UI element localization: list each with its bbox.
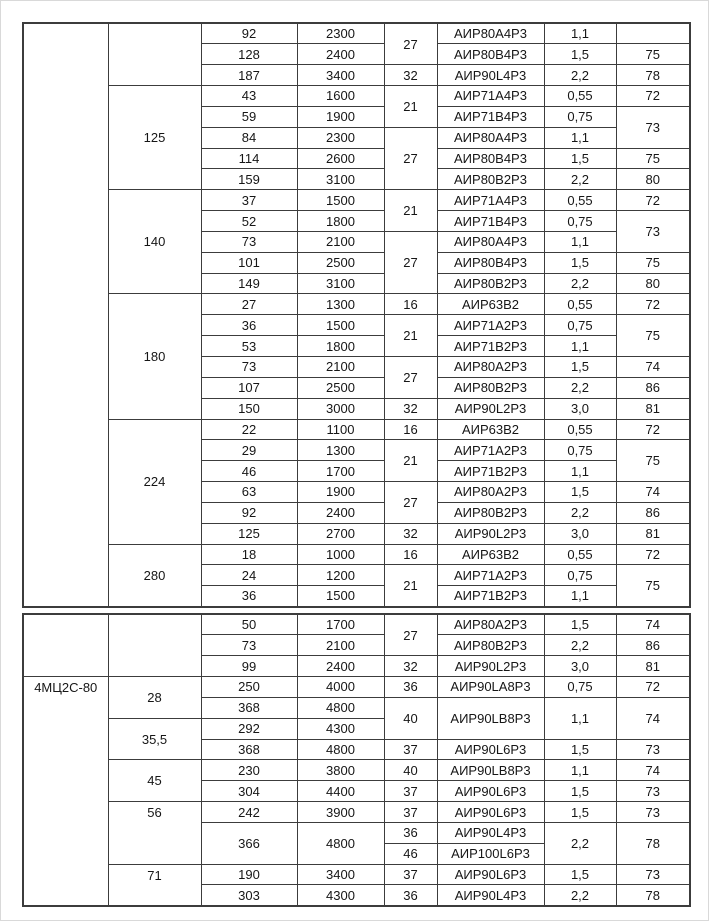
table-cell: 150 [201, 398, 297, 419]
table-cell: 21 [384, 315, 437, 357]
table-cell: 27 [384, 231, 437, 294]
table-cell: 73 [616, 802, 690, 823]
table-cell: 63 [201, 482, 297, 503]
table-cell: 1,5 [544, 781, 616, 802]
table-cell: 74 [616, 482, 690, 503]
table-cell: 1300 [297, 294, 384, 315]
table-cell: 36 [384, 677, 437, 698]
table-cell: 2400 [297, 656, 384, 677]
table-cell: 2,2 [544, 169, 616, 190]
table-cell: 2300 [297, 23, 384, 44]
table-cell: 1700 [297, 614, 384, 635]
table-cell: 1,5 [544, 482, 616, 503]
table-cell: 73 [616, 106, 690, 148]
table-cell: 72 [616, 294, 690, 315]
table-cell: АИР71В4Р3 [437, 106, 544, 127]
table-row [23, 614, 690, 635]
table-cell: 0,75 [544, 677, 616, 698]
table-cell: 75 [616, 565, 690, 607]
table-cell: 81 [616, 398, 690, 419]
table-cell: 0,75 [544, 565, 616, 586]
table-row [23, 190, 690, 211]
table-row [23, 294, 690, 315]
table-cell: 1500 [297, 315, 384, 336]
table-cell: 2,2 [544, 822, 616, 864]
table-cell: 16 [384, 419, 437, 440]
table-cell: 74 [616, 357, 690, 378]
table-cell: 75 [616, 252, 690, 273]
table-cell: 73 [616, 211, 690, 253]
table-cell: 1300 [297, 440, 384, 461]
table-cell: АИР80А2Р3 [437, 482, 544, 503]
table-cell: 3800 [297, 760, 384, 781]
table-cell: 2,2 [544, 502, 616, 523]
table-cell: 28 [108, 677, 201, 719]
ratings-table-top [22, 22, 691, 608]
table-cell: АИР71В4Р3 [437, 211, 544, 232]
table-cell: АИР71А2Р3 [437, 565, 544, 586]
table-cell: 36 [201, 586, 297, 607]
table-cell: 1900 [297, 482, 384, 503]
table-cell: 3100 [297, 273, 384, 294]
table-cell: 3,0 [544, 398, 616, 419]
table-cell: 4МЦ2С-80 [23, 677, 108, 906]
table-cell: АИР80В2Р3 [437, 273, 544, 294]
table-cell: 3400 [297, 864, 384, 885]
table-cell: 75 [616, 315, 690, 357]
table-cell: АИР71А2Р3 [437, 440, 544, 461]
table-cell: 101 [201, 252, 297, 273]
table-cell: 107 [201, 377, 297, 398]
table-cell: 78 [616, 822, 690, 864]
table-cell: 292 [201, 718, 297, 739]
table-cell: АИР80В2Р3 [437, 169, 544, 190]
table-cell: 3,0 [544, 523, 616, 544]
table-row [23, 760, 690, 781]
table-cell: АИР80В2Р3 [437, 502, 544, 523]
table-cell: 36 [384, 822, 437, 843]
table-cell: 1,5 [544, 44, 616, 65]
table-cell: 80 [616, 169, 690, 190]
table-cell: АИР63В2 [437, 544, 544, 565]
table-row [23, 86, 690, 107]
table-cell: 1500 [297, 190, 384, 211]
table-cell: 303 [201, 885, 297, 906]
table-cell: 27 [201, 294, 297, 315]
table-cell: 2400 [297, 44, 384, 65]
table-cell: 37 [384, 802, 437, 823]
table-cell: 37 [384, 864, 437, 885]
table-cell: 159 [201, 169, 297, 190]
table-cell: 75 [616, 148, 690, 169]
table-cell: 1100 [297, 419, 384, 440]
table-cell: 73 [201, 635, 297, 656]
table-cell: 37 [384, 739, 437, 760]
table-cell: 4800 [297, 822, 384, 864]
table-cell: 125 [108, 86, 201, 190]
table-cell: 46 [201, 461, 297, 482]
table-cell: 21 [384, 86, 437, 128]
table-cell: 1200 [297, 565, 384, 586]
table-cell: 73 [616, 781, 690, 802]
table-cell: 99 [201, 656, 297, 677]
table-cell: 43 [201, 86, 297, 107]
table-cell: 0,75 [544, 211, 616, 232]
table-cell: АИР90L6Р3 [437, 864, 544, 885]
table-cell: 40 [384, 760, 437, 781]
table-cell: 2,2 [544, 885, 616, 906]
table-cell: 368 [201, 739, 297, 760]
table-cell: АИР90L4Р3 [437, 885, 544, 906]
table-cell: 180 [108, 294, 201, 419]
table-cell: 1,5 [544, 357, 616, 378]
table-row [23, 677, 690, 698]
empty-cell [23, 23, 108, 607]
table-cell: АИР71А4Р3 [437, 86, 544, 107]
table-cell: 1,5 [544, 252, 616, 273]
table-cell: АИР80А4Р3 [437, 23, 544, 44]
table-cell: 72 [616, 86, 690, 107]
table-row [23, 419, 690, 440]
table-cell: 0,55 [544, 419, 616, 440]
table-cell: 1800 [297, 336, 384, 357]
table-cell: 2100 [297, 231, 384, 252]
table-cell: 2,2 [544, 635, 616, 656]
table-cell: 1,1 [544, 586, 616, 607]
table-cell: АИР80А2Р3 [437, 357, 544, 378]
table-cell: 32 [384, 656, 437, 677]
table-cell: 0,55 [544, 190, 616, 211]
table-cell: 92 [201, 502, 297, 523]
table-cell: 3400 [297, 65, 384, 86]
table-cell: 2100 [297, 635, 384, 656]
table-cell: 1,1 [544, 461, 616, 482]
table-row [23, 544, 690, 565]
table-cell: 24 [201, 565, 297, 586]
table-cell: 71 [108, 864, 201, 906]
table-cell: АИР90L2Р3 [437, 656, 544, 677]
table-cell: АИР80В4Р3 [437, 252, 544, 273]
table-cell: АИР63В2 [437, 294, 544, 315]
table-cell: 128 [201, 44, 297, 65]
table-cell: 2500 [297, 377, 384, 398]
table-cell: 1,5 [544, 739, 616, 760]
table-cell: 2300 [297, 127, 384, 148]
table-row [23, 802, 690, 823]
table-cell: АИР90L4Р3 [437, 65, 544, 86]
table-cell: 1900 [297, 106, 384, 127]
table-cell: 2100 [297, 357, 384, 378]
table-cell: 50 [201, 614, 297, 635]
table-cell: 2,2 [544, 273, 616, 294]
table-cell: 149 [201, 273, 297, 294]
table-cell: 1700 [297, 461, 384, 482]
table-cell: 3,0 [544, 656, 616, 677]
table-cell: 1800 [297, 211, 384, 232]
table-cell: 4800 [297, 697, 384, 718]
table-cell: 0,55 [544, 294, 616, 315]
table-cell: 35,5 [108, 718, 201, 760]
table-cell: АИР90LB8Р3 [437, 697, 544, 739]
table-cell: 27 [384, 482, 437, 524]
table-cell: 1,5 [544, 614, 616, 635]
table-cell: 4300 [297, 718, 384, 739]
table-cell: 3900 [297, 802, 384, 823]
table-cell: 125 [201, 523, 297, 544]
table-cell: 74 [616, 697, 690, 739]
table-cell: АИР71А2Р3 [437, 315, 544, 336]
table-cell: 27 [384, 614, 437, 656]
table-cell: 0,75 [544, 440, 616, 461]
table-cell: 280 [108, 544, 201, 607]
table-cell: 27 [384, 357, 437, 399]
table-cell: 1,1 [544, 127, 616, 148]
table-row [23, 864, 690, 885]
table-cell: 73 [616, 864, 690, 885]
table-cell: 32 [384, 65, 437, 86]
table-cell: 1,1 [544, 23, 616, 44]
table-cell: 0,75 [544, 106, 616, 127]
table-cell: АИР90L2Р3 [437, 523, 544, 544]
table-cell: 1,1 [544, 760, 616, 781]
table-cell: 92 [201, 23, 297, 44]
table-cell: 32 [384, 523, 437, 544]
table-cell: АИР71В2Р3 [437, 461, 544, 482]
table-cell: 36 [201, 315, 297, 336]
table-cell: АИР71А4Р3 [437, 190, 544, 211]
table-cell: 37 [201, 190, 297, 211]
table-cell: 81 [616, 656, 690, 677]
table-cell: 32 [384, 398, 437, 419]
table-cell: 74 [616, 760, 690, 781]
table-cell: 1,1 [544, 231, 616, 252]
table-cell: 86 [616, 377, 690, 398]
table-cell: 3100 [297, 169, 384, 190]
table-cell: АИР71В2Р3 [437, 336, 544, 357]
table-cell: 72 [616, 677, 690, 698]
table-cell: 86 [616, 502, 690, 523]
table-cell: 73 [201, 231, 297, 252]
table-cell: 368 [201, 697, 297, 718]
table-cell: 37 [384, 781, 437, 802]
table-cell: АИР63В2 [437, 419, 544, 440]
table-cell: 1,5 [544, 864, 616, 885]
table-cell: 45 [108, 760, 201, 802]
empty-cell [616, 23, 690, 44]
table-cell: АИР71В2Р3 [437, 586, 544, 607]
table-cell: 1000 [297, 544, 384, 565]
table-cell: 78 [616, 65, 690, 86]
empty-cell [108, 23, 201, 86]
table-cell: 72 [616, 190, 690, 211]
table-cell: 1500 [297, 586, 384, 607]
table-cell: 16 [384, 294, 437, 315]
table-cell: 114 [201, 148, 297, 169]
table-cell: 21 [384, 565, 437, 607]
table-cell: 1,1 [544, 336, 616, 357]
table-cell: 73 [616, 739, 690, 760]
table-cell: АИР90L6Р3 [437, 802, 544, 823]
table-cell: АИР90L2Р3 [437, 398, 544, 419]
table-cell: 59 [201, 106, 297, 127]
table-cell: АИР80В2Р3 [437, 635, 544, 656]
table-cell: АИР90L4Р3 [437, 822, 544, 843]
ratings-table-bottom [22, 613, 691, 907]
table-cell: АИР80В4Р3 [437, 148, 544, 169]
table-cell: АИР90L6Р3 [437, 781, 544, 802]
table-cell: АИР100L6Р3 [437, 843, 544, 864]
table-cell: 78 [616, 885, 690, 906]
table-cell: 140 [108, 190, 201, 294]
empty-cell [23, 614, 108, 677]
table-cell: 36 [384, 885, 437, 906]
table-cell: 224 [108, 419, 201, 544]
table-cell: 0,55 [544, 86, 616, 107]
table-cell: 187 [201, 65, 297, 86]
table-cell: 4800 [297, 739, 384, 760]
table-cell: 1,1 [544, 697, 616, 739]
table-cell: 75 [616, 44, 690, 65]
table-cell: 21 [384, 190, 437, 232]
table-cell: 73 [201, 357, 297, 378]
table-cell: АИР80А4Р3 [437, 231, 544, 252]
table-cell: 190 [201, 864, 297, 885]
table-cell: АИР80А4Р3 [437, 127, 544, 148]
table-cell: 4000 [297, 677, 384, 698]
table-cell: 46 [384, 843, 437, 864]
table-cell: 16 [384, 544, 437, 565]
table-cell: 4400 [297, 781, 384, 802]
empty-cell [108, 614, 201, 677]
table-cell: 53 [201, 336, 297, 357]
table-cell: 21 [384, 440, 437, 482]
table-cell: 2,2 [544, 65, 616, 86]
table-cell: 1,5 [544, 148, 616, 169]
table-cell: 250 [201, 677, 297, 698]
table-cell: 29 [201, 440, 297, 461]
table-cell: 80 [616, 273, 690, 294]
table-cell: 304 [201, 781, 297, 802]
table-cell: 72 [616, 544, 690, 565]
table-cell: 40 [384, 697, 437, 739]
table-cell: 2400 [297, 502, 384, 523]
table-cell: АИР80В2Р3 [437, 377, 544, 398]
table-cell: 75 [616, 440, 690, 482]
table-cell: 0,75 [544, 315, 616, 336]
table-cell: 1600 [297, 86, 384, 107]
table-cell: 230 [201, 760, 297, 781]
table-cell: 2500 [297, 252, 384, 273]
table-cell: 2700 [297, 523, 384, 544]
table-cell: 27 [384, 127, 437, 190]
table-cell: 2600 [297, 148, 384, 169]
table-cell: 3000 [297, 398, 384, 419]
table-cell: 0,55 [544, 544, 616, 565]
table-cell: АИР90LA8Р3 [437, 677, 544, 698]
table-cell: 366 [201, 822, 297, 864]
table-cell: 74 [616, 614, 690, 635]
table-cell: 242 [201, 802, 297, 823]
table-cell: 18 [201, 544, 297, 565]
table-cell: 86 [616, 635, 690, 656]
table-cell: АИР90L6Р3 [437, 739, 544, 760]
table-cell: 4300 [297, 885, 384, 906]
table-cell: 2,2 [544, 377, 616, 398]
table-cell: АИР80А2Р3 [437, 614, 544, 635]
table-cell: 52 [201, 211, 297, 232]
table-cell: АИР80В4Р3 [437, 44, 544, 65]
table-cell: 72 [616, 419, 690, 440]
table-cell: 22 [201, 419, 297, 440]
table-cell: 56 [108, 802, 201, 865]
table-cell: 84 [201, 127, 297, 148]
table-cell: 1,5 [544, 802, 616, 823]
table-cell: АИР90LB8Р3 [437, 760, 544, 781]
table-row [23, 23, 690, 44]
table-cell: 81 [616, 523, 690, 544]
table-cell: 27 [384, 23, 437, 65]
